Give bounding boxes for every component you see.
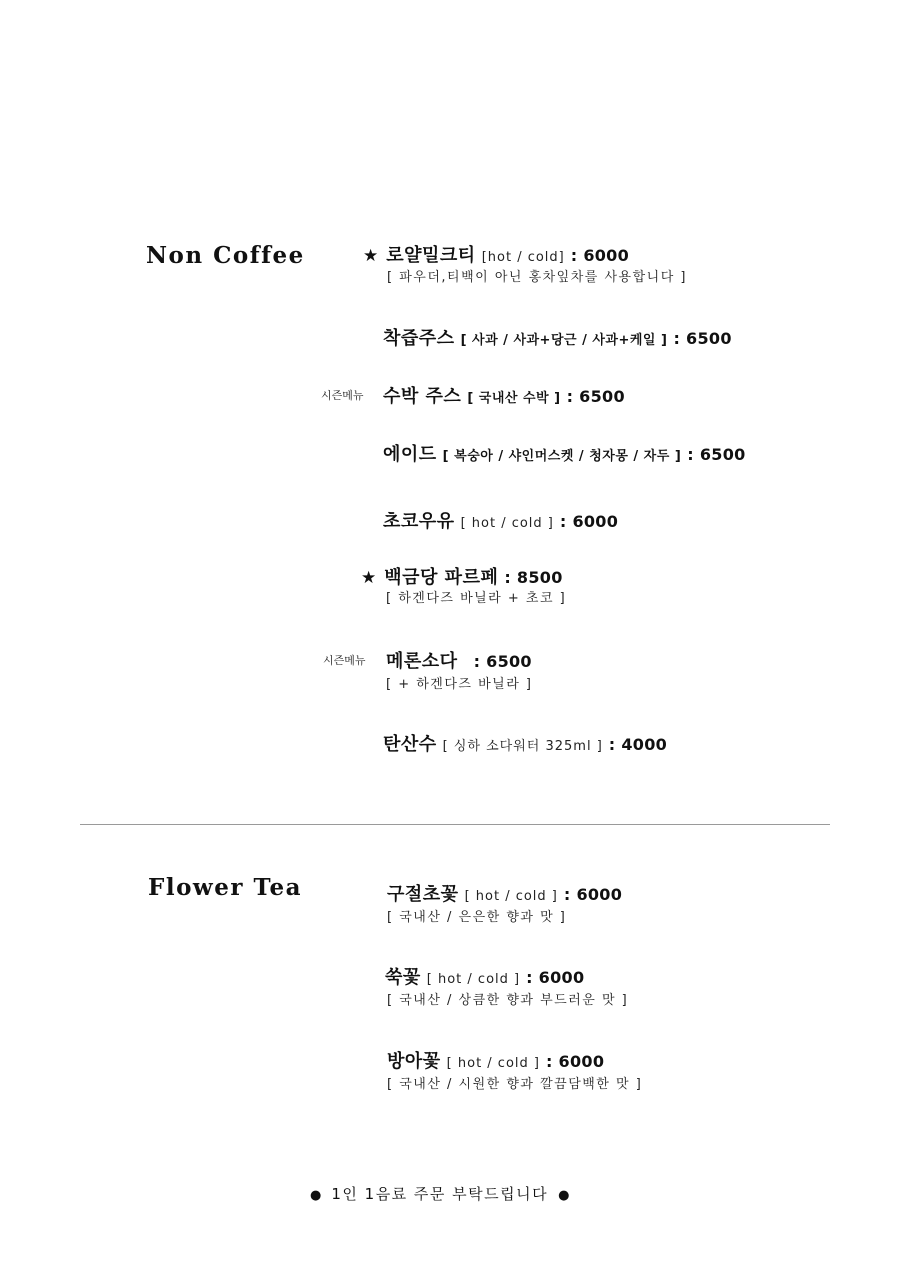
menu-item-name: 쑥꽃 <box>385 967 421 988</box>
menu-item-name: 로얄밀크티 <box>386 245 476 266</box>
star-icon: ★ <box>363 246 379 266</box>
menu-item-name: 메론소다 <box>386 651 458 672</box>
bullet-icon: ● <box>558 1188 570 1203</box>
menu-item-options: [ 사과 / 사과+당근 / 사과+케일 ] <box>460 333 668 348</box>
menu-item-options: [ hot / cold ] <box>426 972 521 987</box>
menu-item-juice <box>383 324 732 350</box>
star-icon: ★ <box>361 568 377 588</box>
footer-notice <box>310 1183 569 1204</box>
menu-item-price: : 6500 <box>687 445 746 464</box>
menu-item-name: 초코우유 <box>383 511 455 532</box>
menu-item-options: [hot / cold] <box>481 250 565 265</box>
menu-item-watermelon-juice <box>383 382 625 408</box>
menu-item-note: [ 하겐다즈 바닐라 + 초코 ] <box>386 591 567 606</box>
menu-item-name: 백금당 파르페 <box>384 567 499 588</box>
menu-item-price: : 6500 <box>473 652 532 671</box>
menu-item-price: : 6000 <box>559 512 619 531</box>
menu-item-options: [ 싱하 소다워터 325ml ] <box>442 739 603 754</box>
menu-item-options: [ 복숭아 / 샤인머스켓 / 청자몽 / 자두 ] <box>442 449 682 464</box>
menu-item-note: [ 국내산 / 시원한 향과 깔끔담백한 맛 ] <box>387 1077 643 1092</box>
menu-item-name: 착즙주스 <box>383 328 455 349</box>
menu-item-melon-soda <box>386 647 532 673</box>
menu-item-options: [ hot / cold ] <box>464 889 558 904</box>
menu-item-parfait <box>361 563 563 589</box>
menu-item-note: [ 국내산 / 상큼한 향과 부드러운 맛 ] <box>387 993 629 1008</box>
menu-item-price: : 8500 <box>504 568 563 587</box>
menu-item-price: : 6000 <box>563 885 623 904</box>
section-divider <box>80 824 830 825</box>
bullet-icon: ● <box>310 1188 322 1203</box>
menu-item-price: : 6500 <box>566 387 625 406</box>
menu-item-ssuk-tea <box>385 963 584 989</box>
menu-item-name: 에이드 <box>383 444 437 465</box>
menu-item-price: : 6000 <box>526 968 585 987</box>
menu-item-price: : 6000 <box>545 1052 605 1071</box>
menu-item-price: : 4000 <box>608 735 668 754</box>
menu-item-name: 구절초꽃 <box>387 884 459 905</box>
menu-item-note: [ 국내산 / 은은한 향과 맛 ] <box>387 910 567 925</box>
section-title-flower-tea: Flower Tea <box>148 874 302 901</box>
menu-item-price: : 6000 <box>570 246 630 265</box>
menu-item-sparkling-water <box>383 730 667 756</box>
menu-item-choco-milk <box>383 507 618 533</box>
menu-item-royal-milk-tea <box>363 241 629 267</box>
menu-item-price: : 6500 <box>673 329 732 348</box>
section-title-non-coffee: Non Coffee <box>146 242 305 269</box>
menu-item-name: 방아꽃 <box>387 1051 441 1072</box>
menu-item-options: [ hot / cold ] <box>460 516 554 531</box>
season-menu-badge: 시즌메뉴 <box>321 389 364 402</box>
menu-item-options: [ hot / cold ] <box>446 1056 540 1071</box>
menu-item-name: 탄산수 <box>383 734 437 755</box>
menu-item-ade <box>383 440 746 466</box>
menu-item-note: [ 파우더,티백이 아닌 홍차잎차를 사용합니다 ] <box>387 270 687 285</box>
season-menu-badge: 시즌메뉴 <box>323 654 366 667</box>
menu-item-banga-tea <box>387 1047 604 1073</box>
menu-item-name: 수박 주스 <box>383 386 462 407</box>
menu-item-gujeolcho-tea <box>387 880 622 906</box>
menu-item-options: [ 국내산 수박 ] <box>467 391 561 406</box>
menu-item-note: [ + 하겐다즈 바닐라 ] <box>386 677 533 692</box>
footer-text: 1인 1음료 주문 부탁드립니다 <box>331 1185 549 1203</box>
